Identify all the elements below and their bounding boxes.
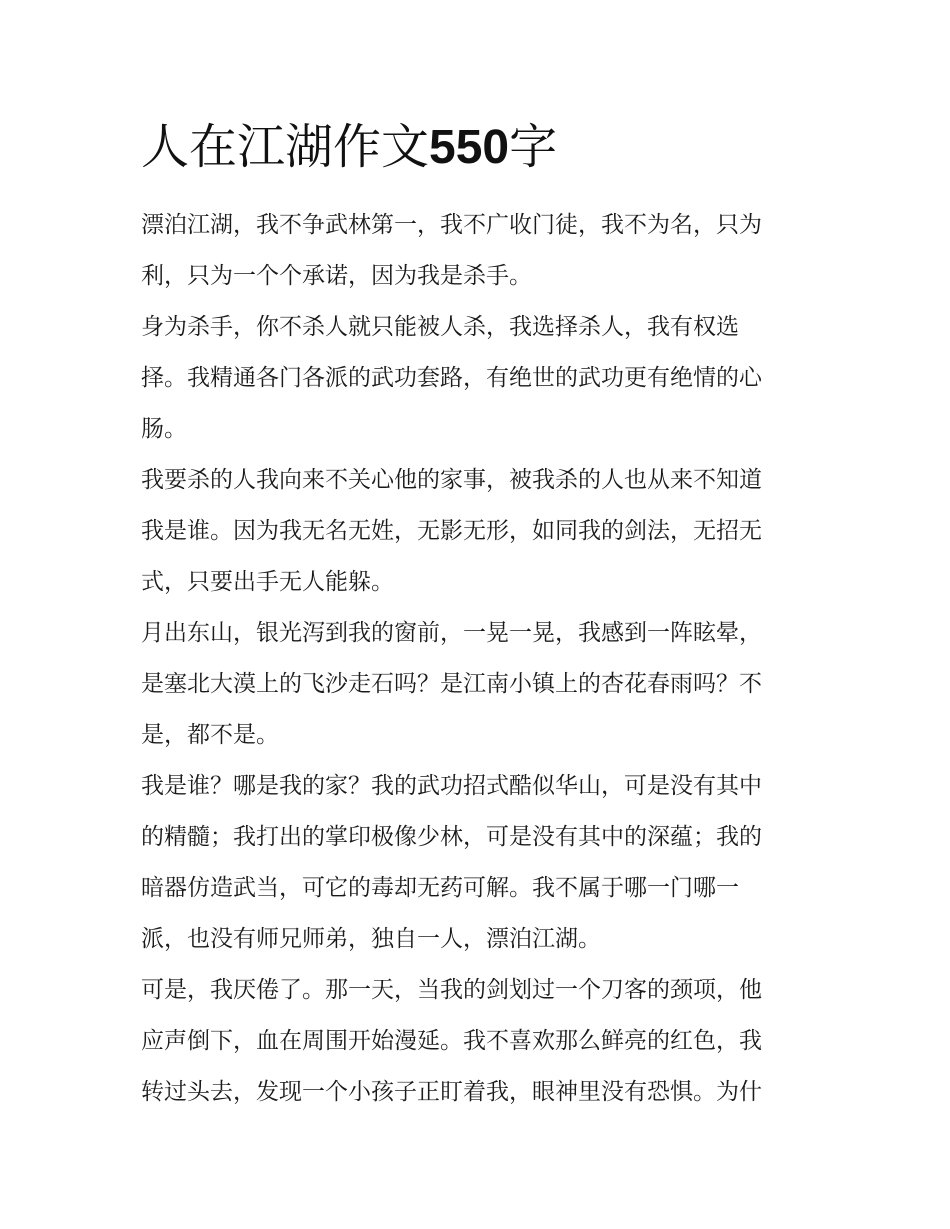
paragraph-3 xyxy=(141,455,815,608)
text-line: 我要杀的人我向来不关心他的家事，被我杀的人也从来不知道 xyxy=(141,467,762,493)
text-line: 肠。 xyxy=(141,416,187,442)
paragraph-5 xyxy=(141,761,815,965)
text-line: 式，只要出手无人能躲。 xyxy=(141,569,394,595)
text-line: 身为杀手，你不杀人就只能被人杀，我选择杀人，我有权选 xyxy=(141,314,739,340)
text-line: 择。我精通各门各派的武功套路，有绝世的武功更有绝情的心 xyxy=(141,365,762,391)
title-number: 550 xyxy=(429,121,510,174)
text-line: 是塞北大漠上的飞沙走石吗？是江南小镇上的杏花春雨吗？不 xyxy=(141,671,762,697)
text-line: 是，都不是。 xyxy=(141,722,279,748)
paragraph-4 xyxy=(141,608,815,761)
paragraph-2 xyxy=(141,302,815,455)
paragraph-1 xyxy=(141,200,815,302)
text-line: 转过头去，发现一个小孩子正盯着我，眼神里没有恐惧。为什 xyxy=(141,1079,762,1105)
text-line: 的精髓；我打出的掌印极像少林，可是没有其中的深蕴；我的 xyxy=(141,824,762,850)
title-suffix: 字 xyxy=(509,121,558,174)
text-line: 派，也没有师兄师弟，独自一人，漂泊江湖。 xyxy=(141,926,601,952)
article-body xyxy=(141,200,815,1118)
title-prefix: 人在江湖作文 xyxy=(141,121,430,174)
text-line: 漂泊江湖，我不争武林第一，我不广收门徒，我不为名，只为 xyxy=(141,212,762,238)
text-line: 我是谁。因为我无名无姓，无影无形，如同我的剑法，无招无 xyxy=(141,518,762,544)
text-line: 暗器仿造武当，可它的毒却无药可解。我不属于哪一门哪一 xyxy=(141,875,739,901)
text-line: 应声倒下，血在周围开始漫延。我不喜欢那么鲜亮的红色，我 xyxy=(141,1028,762,1054)
text-line: 利，只为一个个承诺，因为我是杀手。 xyxy=(141,263,532,289)
text-line: 可是，我厌倦了。那一天，当我的剑划过一个刀客的颈项，他 xyxy=(141,977,762,1003)
text-line: 月出东山，银光泻到我的窗前，一晃一晃，我感到一阵眩晕， xyxy=(141,620,762,646)
document-content xyxy=(141,118,815,1118)
page-title xyxy=(141,118,815,178)
paragraph-6 xyxy=(141,965,815,1118)
text-line: 我是谁？哪是我的家？我的武功招式酷似华山，可是没有其中 xyxy=(141,773,762,799)
